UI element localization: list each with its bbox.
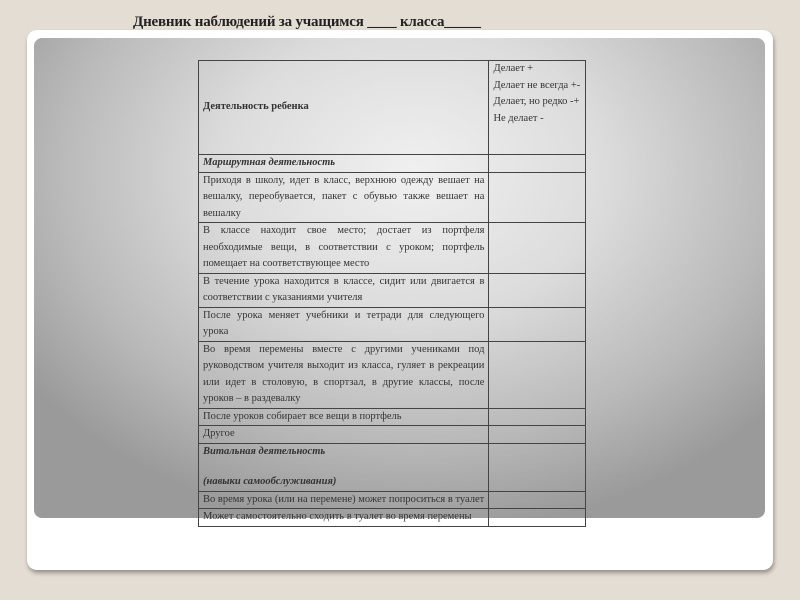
- table-row: [199, 341, 586, 408]
- table-row: [199, 491, 586, 509]
- mark-cell[interactable]: [489, 155, 586, 173]
- mark-cell[interactable]: [489, 307, 586, 341]
- activity-cell: После урока меняет учебники и тетради для следующего урока: [199, 307, 489, 341]
- mark-cell[interactable]: [489, 273, 586, 307]
- table-row: [199, 223, 586, 274]
- activity-cell: Во время урока (или на перемене) может попроситься в туалет: [199, 491, 489, 509]
- activity-cell: Может самостоятельно сходить в туалет во время перемены: [199, 509, 489, 527]
- section-subtitle: (навыки самообслуживания): [203, 476, 337, 487]
- mark-cell[interactable]: [489, 341, 586, 408]
- table-row: [199, 426, 586, 444]
- activity-cell: После уроков собирает все вещи в портфель: [199, 408, 489, 426]
- section-cell: [199, 443, 489, 491]
- page-title: Дневник наблюдений за учащимся ____ класса_____: [133, 14, 481, 30]
- activity-cell: Другое: [199, 426, 489, 444]
- section-title: Маршрутная деятельность: [199, 155, 489, 173]
- legend-item: Не делает -: [493, 112, 544, 124]
- observation-table: [198, 60, 586, 527]
- table-row: [199, 408, 586, 426]
- section-row: [199, 443, 586, 491]
- table-header-row: [199, 61, 586, 155]
- mark-cell[interactable]: [489, 408, 586, 426]
- legend-item: Делает, но редко -+: [493, 96, 580, 107]
- mark-cell[interactable]: [489, 443, 586, 491]
- activity-cell: В классе находит свое место; достает из портфеля необходимые вещи, в соответствии с уроком; портфель помещает на соответствующее место: [199, 223, 489, 274]
- activity-cell: Во время перемены вместе с другими учениками под руководством учителя выходит из класса, гуляет в рекреации или идет в столовую, в спортзал, в другие классы, после уроков – в раздевалку: [199, 341, 489, 408]
- mark-cell[interactable]: [489, 223, 586, 274]
- legend-item: Делает не всегда +-: [493, 79, 581, 91]
- section-title: Витальная деятельность: [203, 445, 326, 457]
- mark-cell[interactable]: [489, 509, 586, 527]
- section-row: [199, 155, 586, 173]
- table-row: [199, 307, 586, 341]
- activity-cell: В течение урока находится в классе, сидит или двигается в соответствии с указаниями учителя: [199, 273, 489, 307]
- activity-cell: Приходя в школу, идет в класс, верхнюю одежду вешает на вешалку, переобувается, пакет с обувью также вешает на вешалку: [199, 172, 489, 223]
- table-row: [199, 273, 586, 307]
- mark-cell[interactable]: [489, 172, 586, 223]
- table-row: [199, 172, 586, 223]
- header-activity: Деятельность ребенка: [199, 61, 489, 155]
- header-legend: [489, 61, 586, 155]
- mark-cell[interactable]: [489, 491, 586, 509]
- mark-cell[interactable]: [489, 426, 586, 444]
- table-row: [199, 509, 586, 527]
- legend-item: Делает +: [493, 63, 534, 74]
